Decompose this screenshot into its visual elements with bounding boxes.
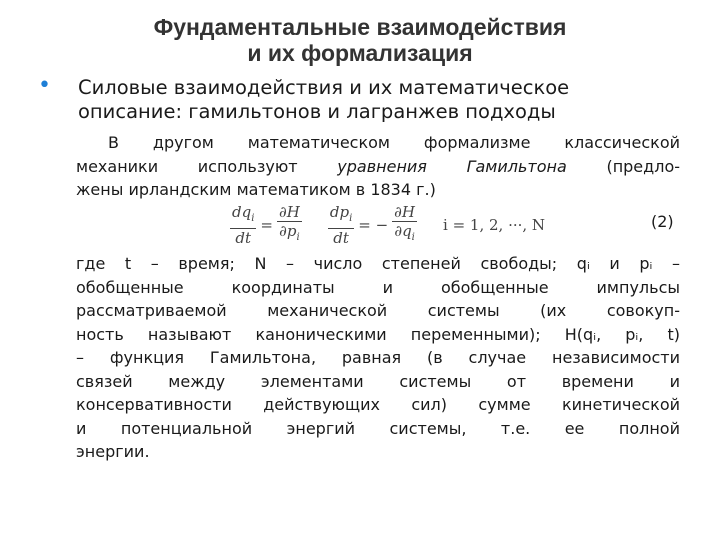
paragraph-definitions-line: энергии. xyxy=(76,442,150,461)
bullet-item xyxy=(38,73,688,124)
paragraph-intro-line-3: жены ирландским математиком в 1834 г.) xyxy=(76,180,436,199)
bullet-text xyxy=(78,76,688,124)
paragraph-definitions-line: где t – время; N – число степеней свободы; qᵢ и pᵢ – xyxy=(76,254,680,273)
paragraph-definitions-line: и потенциальной энергий системы, т.е. ее полной xyxy=(76,418,680,438)
bullet-text-line-2: описание: гамильтонов и лагранжев подходы xyxy=(78,100,556,123)
paragraph-intro xyxy=(76,131,680,202)
bullet-dot-icon: • xyxy=(38,73,51,98)
slide-title-line-2: и их формализация xyxy=(247,40,473,66)
equals-sign: = xyxy=(260,216,273,234)
slide-title xyxy=(0,14,720,66)
fraction-dH-dq: $\frac{\partial H}{\partial q_i}$ xyxy=(394,203,416,243)
slide-title-line-1: Фундаментальные взаимодействия xyxy=(153,14,567,40)
hamilton-equations-formula xyxy=(230,203,570,251)
equals-minus-sign: = − xyxy=(358,216,389,234)
paragraph-definitions-line: ность называют каноническими переменными); H(qᵢ, pᵢ, t) xyxy=(76,324,680,344)
paragraph-intro-line-2-post: (предло- xyxy=(566,156,680,176)
paragraph-intro-line-2-pre: механики используют xyxy=(76,156,338,176)
paragraph-definitions-line: связей между элементами системы от времени и xyxy=(76,371,680,391)
fraction-dp-dt: $\frac{dp_i}{dt}$ xyxy=(329,203,353,247)
index-range: i = 1, 2, ···, N xyxy=(443,216,546,234)
fraction-dH-dp: $\frac{\partial H}{\partial p_i}$ xyxy=(279,203,300,243)
paragraph-definitions-line: – функция Гамильтона, равная (в случае независимости xyxy=(76,348,680,367)
fraction-dq-dt: $\frac{dq_i}{dt}$ xyxy=(232,203,255,247)
paragraph-definitions-line: консервативности действующих сил) сумме кинетической xyxy=(76,395,680,414)
paragraph-definitions-line: рассматриваемой механической системы (их совокуп- xyxy=(76,301,680,320)
hamilton-equations-emphasis: уравнения Гамильтона xyxy=(337,156,567,176)
bullet-text-line-1: Силовые взаимодействия и их математическое xyxy=(78,76,570,99)
paragraph-definitions xyxy=(76,252,680,464)
paragraph-intro-line-1: В другом математическом формализме классической xyxy=(108,133,680,152)
equation-number: (2) xyxy=(651,212,674,231)
paragraph-definitions-line: обобщенные координаты и обобщенные импульсы xyxy=(76,277,680,297)
paragraph-intro-line-2 xyxy=(76,155,680,179)
